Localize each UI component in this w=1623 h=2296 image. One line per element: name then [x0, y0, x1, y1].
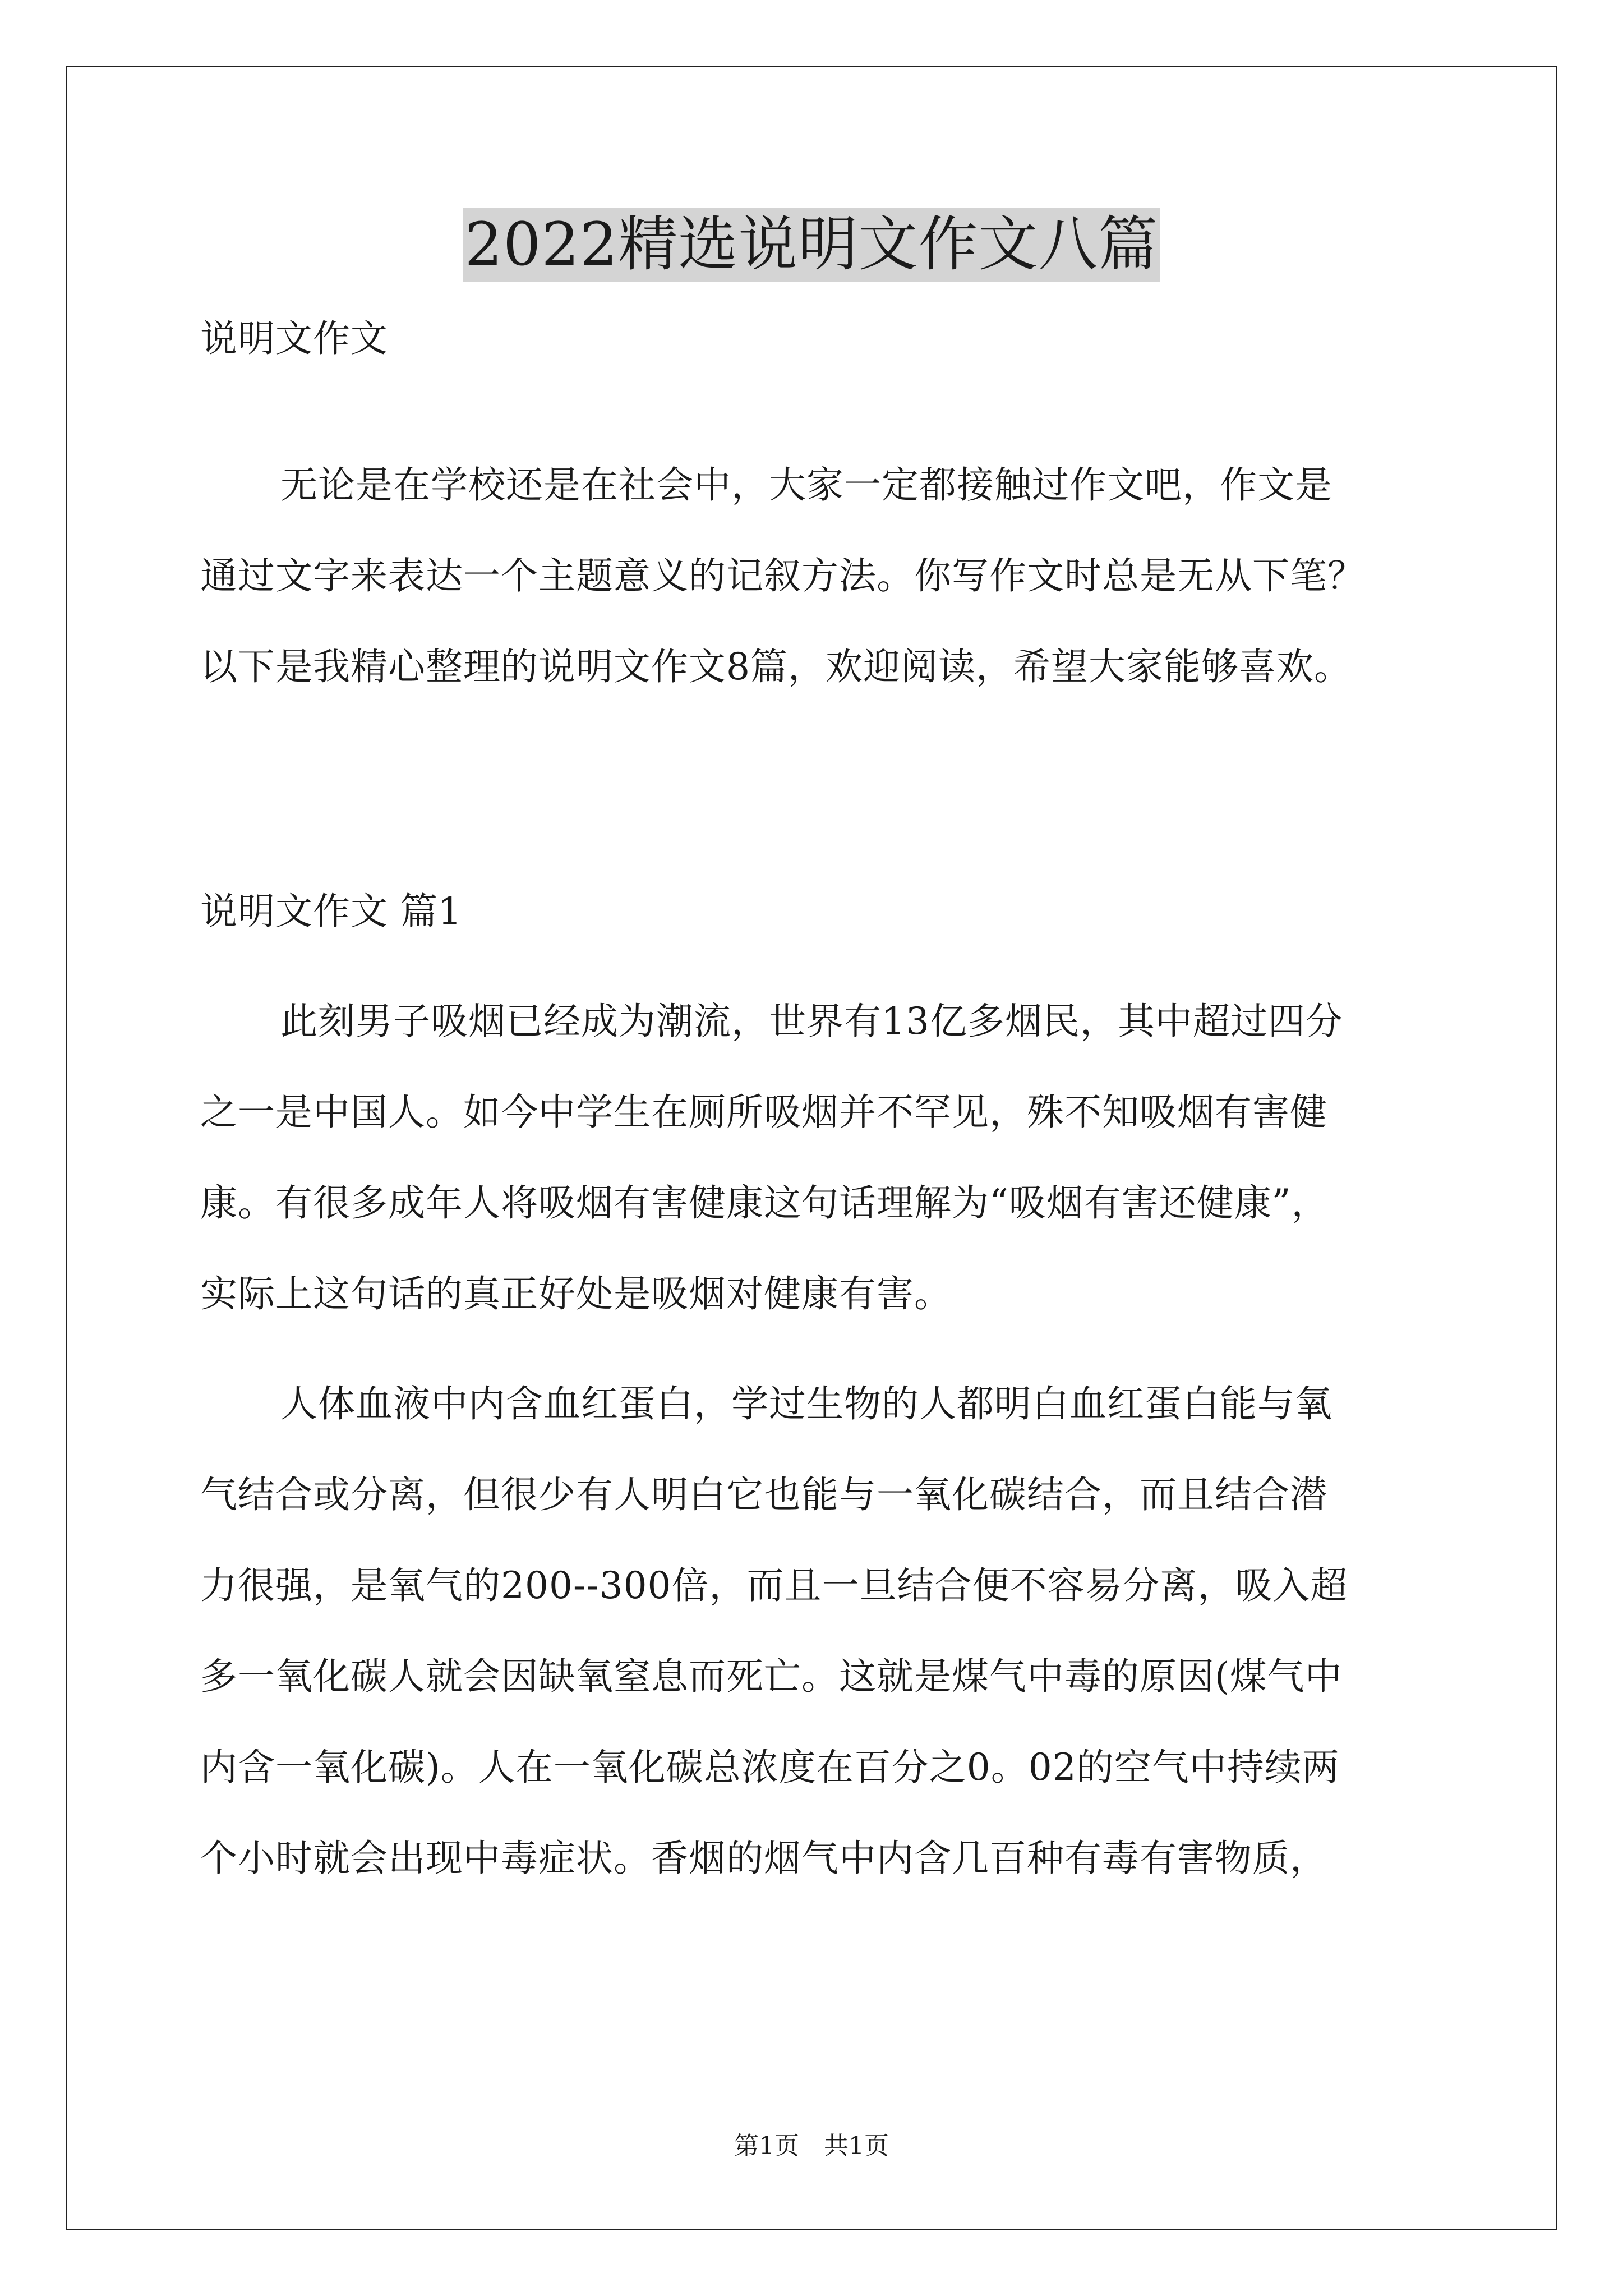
paragraph-line: 之一是中国人。如今中学生在厕所吸烟并不罕见，殊不知吸烟有害健 [200, 1091, 1327, 1134]
paragraph-line: 个小时就会出现中毒症状。香烟的烟气中内含几百种有毒有害物质， [200, 1837, 1327, 1880]
title-container [0, 208, 1623, 282]
section-heading: 说明文作文 篇1 [200, 890, 462, 933]
paragraph-line: 此刻男子吸烟已经成为潮流，世界有13亿多烟民，其中超过四分 [280, 1000, 1343, 1043]
intro-heading: 说明文作文 [200, 317, 388, 360]
paragraph-line: 气结合或分离，但很少有人明白它也能与一氧化碳结合，而且结合潜 [200, 1473, 1327, 1516]
page-border [66, 66, 1557, 2230]
paragraph-line: 康。有很多成年人将吸烟有害健康这句话理解为“吸烟有害还健康”， [200, 1181, 1329, 1225]
paragraph-line: 实际上这句话的真正好处是吸烟对健康有害。 [200, 1272, 952, 1315]
paragraph-line: 多一氧化碳人就会因缺氧窒息而死亡。这就是煤气中毒的原因(煤气中 [200, 1655, 1343, 1698]
paragraph-line: 内含一氧化碳)。人在一氧化碳总浓度在百分之0。02的空气中持续两 [200, 1746, 1340, 1789]
document-title: 2022精选说明文作文八篇 [463, 208, 1161, 282]
intro-line: 无论是在学校还是在社会中，大家一定都接触过作文吧，作文是 [280, 463, 1332, 507]
intro-line: 以下是我精心整理的说明文作文8篇，欢迎阅读，希望大家能够喜欢。 [200, 645, 1352, 688]
intro-line: 通过文字来表达一个主题意义的记叙方法。你写作文时总是无从下笔？ [200, 554, 1365, 597]
paragraph-line: 力很强，是氧气的200--300倍，而且一旦结合便不容易分离，吸入超 [200, 1564, 1348, 1607]
paragraph-line: 人体血液中内含血红蛋白，学过生物的人都明白血红蛋白能与氧 [280, 1382, 1332, 1425]
page-footer: 第1页 共1页 [734, 2132, 889, 2160]
